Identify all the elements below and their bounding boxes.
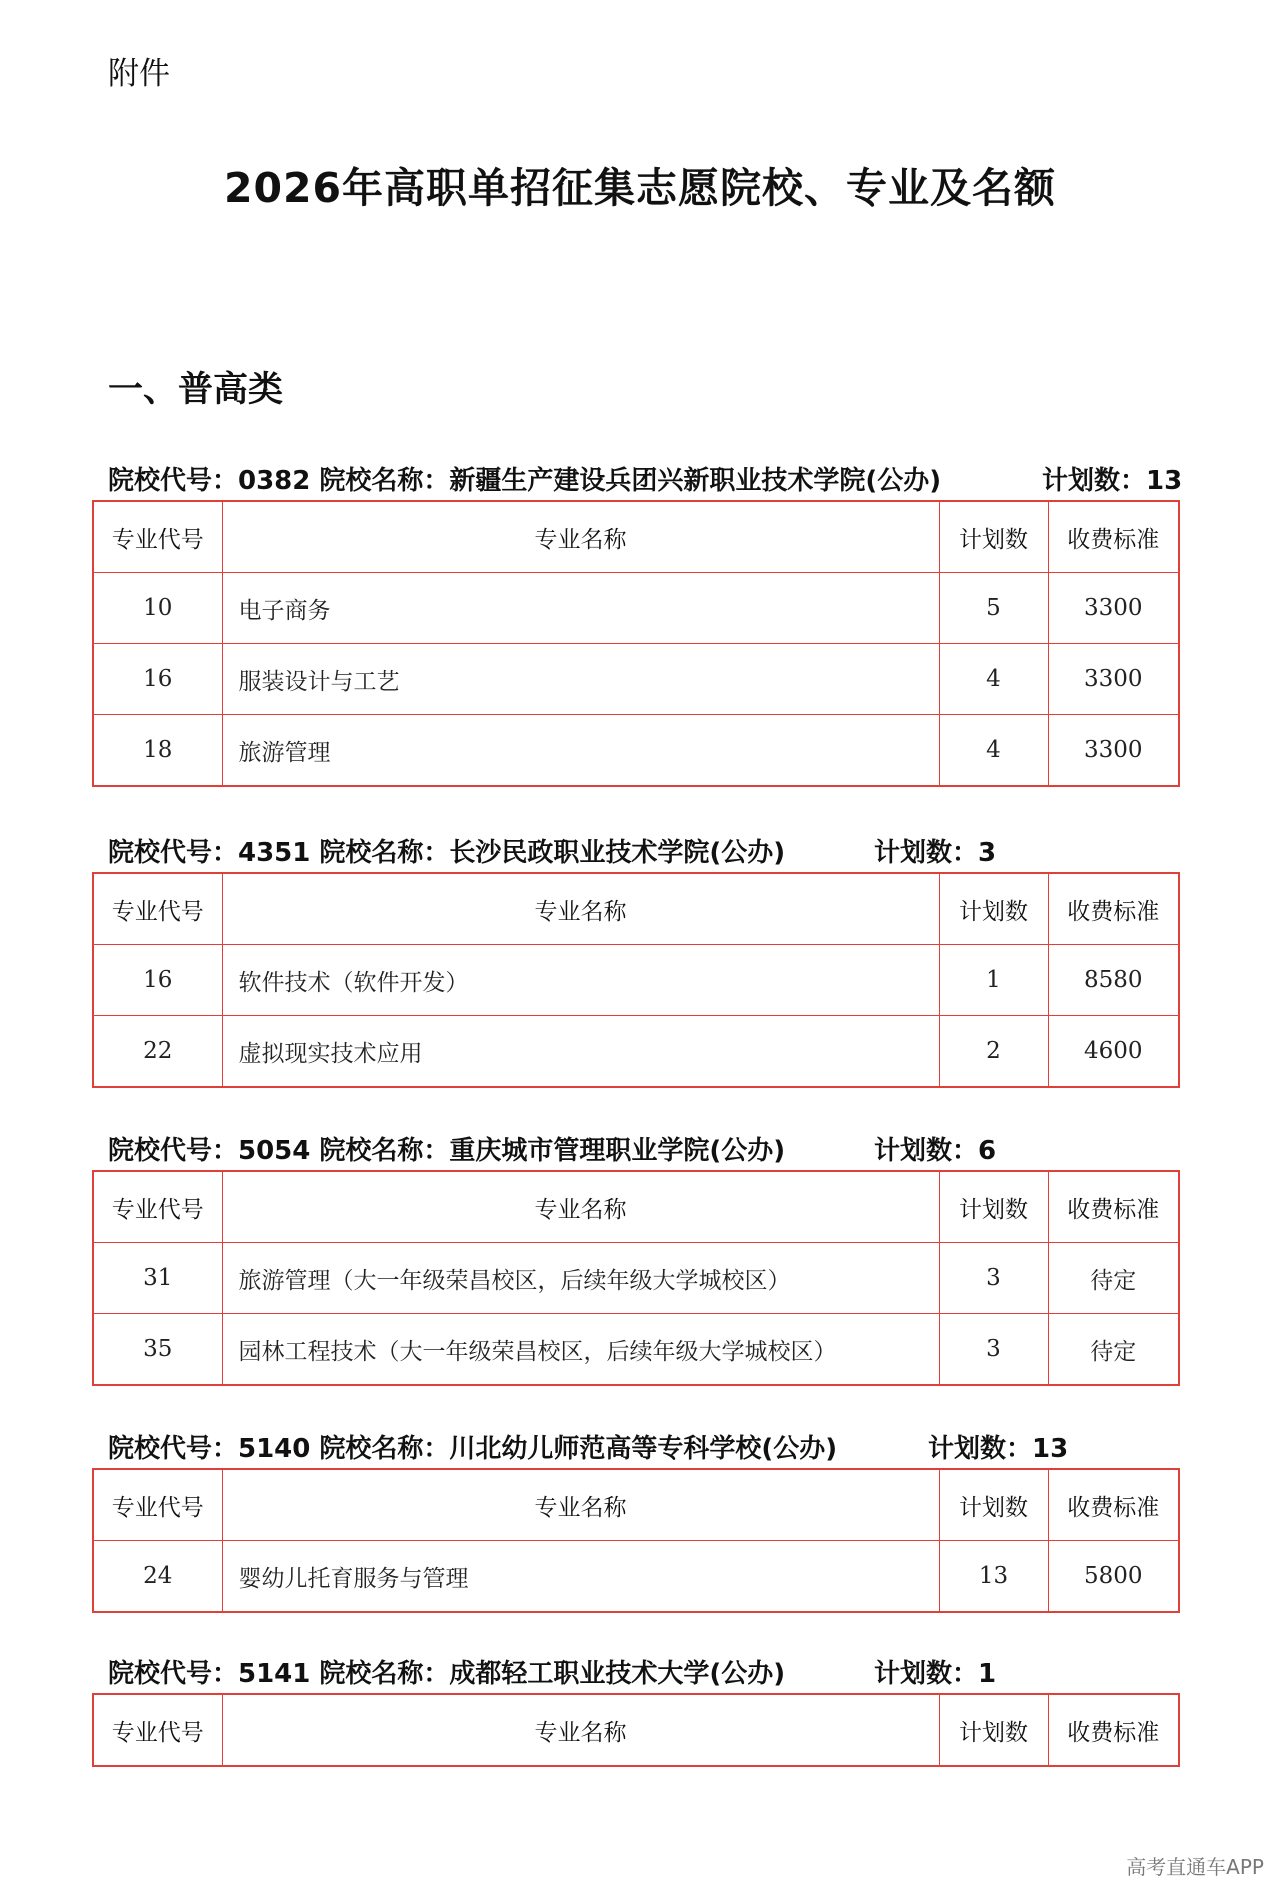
major-name: 电子商务 [222,573,939,644]
table-row [93,1541,1179,1613]
table-header-row [93,1469,1179,1541]
major-plan: 4 [939,715,1048,787]
header-code: 专业代号 [93,1469,222,1541]
header-plan: 计划数 [939,1469,1048,1541]
header-plan: 计划数 [939,873,1048,945]
major-code: 18 [93,715,222,787]
school-plan-count: 计划数：13 [1042,466,1183,496]
major-code: 35 [93,1314,222,1386]
school-block [92,1428,1178,1613]
school-plan-count: 计划数：3 [874,838,997,868]
major-fee: 待定 [1048,1314,1179,1386]
attachment-label: 附件 [108,56,170,92]
major-plan: 4 [939,644,1048,715]
majors-table [92,1693,1180,1767]
header-fee: 收费标准 [1048,1171,1179,1243]
header-fee: 收费标准 [1048,873,1179,945]
major-fee: 3300 [1048,644,1179,715]
major-plan: 3 [939,1314,1048,1386]
header-name: 专业名称 [222,501,939,573]
header-code: 专业代号 [93,873,222,945]
major-name: 软件技术（软件开发） [222,945,939,1016]
school-info: 院校代号：4351 院校名称：长沙民政职业技术学院(公办) [108,838,786,868]
major-plan: 5 [939,573,1048,644]
major-fee: 待定 [1048,1243,1179,1314]
school-block [92,832,1178,1088]
table-row [93,573,1179,644]
major-code: 10 [93,573,222,644]
school-info: 院校代号：5054 院校名称：重庆城市管理职业学院(公办) [108,1136,786,1166]
table-row [93,644,1179,715]
school-plan-count: 计划数：13 [928,1434,1069,1464]
header-code: 专业代号 [93,1171,222,1243]
major-plan: 1 [939,945,1048,1016]
header-fee: 收费标准 [1048,1694,1179,1766]
school-info: 院校代号：5140 院校名称：川北幼儿师范高等专科学校(公办) [108,1434,838,1464]
major-name: 旅游管理 [222,715,939,787]
major-fee: 8580 [1048,945,1179,1016]
table-row [93,1243,1179,1314]
header-name: 专业名称 [222,1171,939,1243]
major-name: 服装设计与工艺 [222,644,939,715]
watermark: 高考直通车APP [1126,1855,1264,1879]
major-name: 园林工程技术（大一年级荣昌校区，后续年级大学城校区） [222,1314,939,1386]
header-plan: 计划数 [939,1694,1048,1766]
major-fee: 3300 [1048,573,1179,644]
header-fee: 收费标准 [1048,501,1179,573]
major-plan: 13 [939,1541,1048,1613]
school-plan-count: 计划数：1 [874,1659,997,1689]
school-block [92,1130,1178,1386]
major-name: 虚拟现实技术应用 [222,1016,939,1088]
table-row [93,1314,1179,1386]
major-fee: 3300 [1048,715,1179,787]
majors-table [92,872,1180,1088]
header-name: 专业名称 [222,1694,939,1766]
school-header [92,1130,1178,1170]
school-info: 院校代号：5141 院校名称：成都轻工职业技术大学(公办) [108,1659,786,1689]
header-plan: 计划数 [939,1171,1048,1243]
major-fee: 5800 [1048,1541,1179,1613]
major-code: 16 [93,644,222,715]
table-header-row [93,873,1179,945]
school-plan-count: 计划数：6 [874,1136,997,1166]
table-row [93,1016,1179,1088]
major-code: 31 [93,1243,222,1314]
table-header-row [93,501,1179,573]
school-block [92,1653,1178,1767]
major-code: 22 [93,1016,222,1088]
section-heading: 一、普高类 [108,370,284,410]
major-name: 婴幼儿托育服务与管理 [222,1541,939,1613]
school-header [92,1428,1178,1468]
school-header [92,460,1183,500]
table-header-row [93,1171,1179,1243]
majors-table [92,500,1180,787]
table-row [93,715,1179,787]
major-code: 16 [93,945,222,1016]
school-info: 院校代号：0382 院校名称：新疆生产建设兵团兴新职业技术学院(公办) [108,466,942,496]
document-title: 2026年高职单招征集志愿院校、专业及名额 [223,164,1057,212]
major-fee: 4600 [1048,1016,1179,1088]
header-fee: 收费标准 [1048,1469,1179,1541]
table-header-row [93,1694,1179,1766]
majors-table [92,1468,1180,1613]
header-name: 专业名称 [222,1469,939,1541]
major-code: 24 [93,1541,222,1613]
school-header [92,1653,1178,1693]
major-name: 旅游管理（大一年级荣昌校区，后续年级大学城校区） [222,1243,939,1314]
major-plan: 2 [939,1016,1048,1088]
header-code: 专业代号 [93,1694,222,1766]
school-header [92,832,1178,872]
school-block [92,460,1183,787]
table-row [93,945,1179,1016]
majors-table [92,1170,1180,1386]
header-name: 专业名称 [222,873,939,945]
major-plan: 3 [939,1243,1048,1314]
header-plan: 计划数 [939,501,1048,573]
header-code: 专业代号 [93,501,222,573]
